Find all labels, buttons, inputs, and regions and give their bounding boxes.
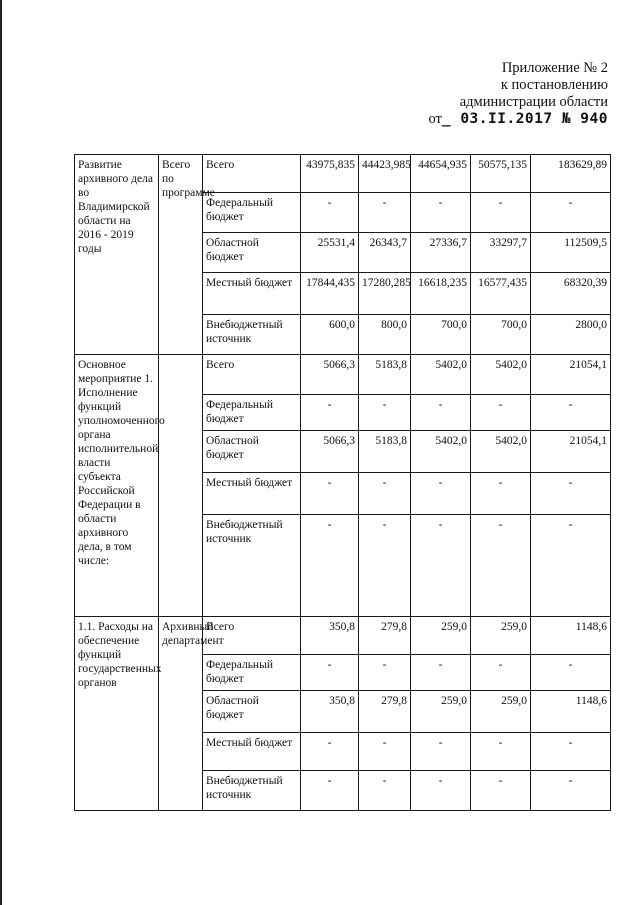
year-value-cell: -: [301, 655, 359, 691]
year-value-cell: -: [411, 515, 471, 617]
appendix-subtitle-2: администрации области: [459, 94, 608, 110]
year-value-cell: -: [471, 395, 531, 431]
total-value-cell: -: [531, 473, 611, 515]
executor-cell: [159, 355, 203, 617]
total-value-cell: 1148,6: [531, 617, 611, 655]
year-value-cell: 17844,435: [301, 273, 359, 315]
year-value-cell: 44423,985: [359, 155, 411, 193]
year-value-cell: 16577,435: [471, 273, 531, 315]
date-prefix: от: [428, 111, 442, 127]
year-value-cell: 700,0: [471, 315, 531, 355]
year-value-cell: -: [359, 395, 411, 431]
total-value-cell: -: [531, 733, 611, 771]
funding-source-cell: Федеральный бюджет: [203, 655, 301, 691]
year-value-cell: 259,0: [411, 691, 471, 733]
year-value-cell: 16618,235: [411, 273, 471, 315]
funding-source-cell: Местный бюджет: [203, 273, 301, 315]
year-value-cell: 5402,0: [471, 431, 531, 473]
year-value-cell: -: [411, 655, 471, 691]
year-value-cell: 5183,8: [359, 355, 411, 395]
funding-source-cell: Внебюджетный источник: [203, 315, 301, 355]
year-value-cell: -: [411, 473, 471, 515]
year-value-cell: 26343,7: [359, 233, 411, 273]
year-value-cell: 259,0: [471, 691, 531, 733]
year-value-cell: 279,8: [359, 617, 411, 655]
funding-source-cell: Местный бюджет: [203, 733, 301, 771]
year-value-cell: -: [411, 771, 471, 811]
appendix-header: [348, 60, 608, 128]
year-value-cell: 700,0: [411, 315, 471, 355]
total-value-cell: 21054,1: [531, 431, 611, 473]
table-row: [75, 617, 611, 655]
year-value-cell: 5066,3: [301, 431, 359, 473]
year-value-cell: 350,8: [301, 691, 359, 733]
year-value-cell: -: [359, 733, 411, 771]
funding-source-cell: Областной бюджет: [203, 691, 301, 733]
year-value-cell: -: [301, 771, 359, 811]
year-value-cell: -: [359, 655, 411, 691]
year-value-cell: 5066,3: [301, 355, 359, 395]
funding-source-cell: Федеральный бюджет: [203, 193, 301, 233]
year-value-cell: 350,8: [301, 617, 359, 655]
year-value-cell: 5402,0: [411, 431, 471, 473]
year-value-cell: 25531,4: [301, 233, 359, 273]
funding-source-cell: Областной бюджет: [203, 431, 301, 473]
funding-source-cell: Всего: [203, 155, 301, 193]
funding-source-cell: Всего: [203, 617, 301, 655]
page-left-edge-line: [0, 0, 2, 905]
year-value-cell: 5402,0: [471, 355, 531, 395]
year-value-cell: -: [471, 473, 531, 515]
year-value-cell: -: [471, 655, 531, 691]
funding-source-cell: Областной бюджет: [203, 233, 301, 273]
funding-source-cell: Внебюджетный источник: [203, 771, 301, 811]
year-value-cell: -: [359, 515, 411, 617]
total-value-cell: 112509,5: [531, 233, 611, 273]
year-value-cell: -: [301, 733, 359, 771]
year-value-cell: -: [411, 395, 471, 431]
total-value-cell: 1148,6: [531, 691, 611, 733]
year-value-cell: 5183,8: [359, 431, 411, 473]
executor-cell: Архивный департамент: [159, 617, 203, 811]
funding-source-cell: Федеральный бюджет: [203, 395, 301, 431]
year-value-cell: 800,0: [359, 315, 411, 355]
total-value-cell: -: [531, 395, 611, 431]
year-value-cell: 279,8: [359, 691, 411, 733]
year-value-cell: 600,0: [301, 315, 359, 355]
year-value-cell: 50575,135: [471, 155, 531, 193]
year-value-cell: -: [411, 193, 471, 233]
total-value-cell: 68320,39: [531, 273, 611, 315]
program-name-cell: Основное мероприятие 1. Исполнение функций уполномоченного органа исполнительной власти субъекта Российской Федерации в области архивного дела, в том числе:: [75, 355, 159, 617]
year-value-cell: -: [359, 193, 411, 233]
year-value-cell: 33297,7: [471, 233, 531, 273]
total-value-cell: 21054,1: [531, 355, 611, 395]
year-value-cell: 43975,835: [301, 155, 359, 193]
year-value-cell: -: [471, 515, 531, 617]
year-value-cell: -: [471, 771, 531, 811]
total-value-cell: -: [531, 515, 611, 617]
total-value-cell: -: [531, 771, 611, 811]
appendix-title: Приложение № 2: [501, 60, 608, 76]
year-value-cell: 27336,7: [411, 233, 471, 273]
year-value-cell: -: [359, 771, 411, 811]
appendix-subtitle-1: к постановлению: [500, 77, 608, 93]
year-value-cell: 259,0: [411, 617, 471, 655]
program-name-cell: Развитие архивного дела во Владимирской области на 2016 - 2019 годы: [75, 155, 159, 355]
total-value-cell: 2800,0: [531, 315, 611, 355]
funding-source-cell: Внебюджетный источник: [203, 515, 301, 617]
year-value-cell: 5402,0: [411, 355, 471, 395]
year-value-cell: 259,0: [471, 617, 531, 655]
table-row: [75, 155, 611, 193]
total-value-cell: -: [531, 193, 611, 233]
year-value-cell: 17280,285: [359, 273, 411, 315]
program-name-cell: 1.1. Расходы на обеспечение функций государственных органов: [75, 617, 159, 811]
year-value-cell: -: [411, 733, 471, 771]
table-row: [75, 355, 611, 395]
date-signature: _ 03.II.2017 № 940: [441, 111, 608, 127]
funding-source-cell: Местный бюджет: [203, 473, 301, 515]
funding-source-cell: Всего: [203, 355, 301, 395]
year-value-cell: -: [301, 515, 359, 617]
year-value-cell: 44654,935: [411, 155, 471, 193]
year-value-cell: -: [471, 193, 531, 233]
year-value-cell: -: [301, 193, 359, 233]
budget-table: [74, 154, 611, 811]
total-value-cell: 183629,89: [531, 155, 611, 193]
year-value-cell: -: [301, 473, 359, 515]
year-value-cell: -: [471, 733, 531, 771]
year-value-cell: -: [359, 473, 411, 515]
executor-cell: Всего по программе: [159, 155, 203, 355]
appendix-date-line: [348, 111, 608, 128]
total-value-cell: -: [531, 655, 611, 691]
year-value-cell: -: [301, 395, 359, 431]
